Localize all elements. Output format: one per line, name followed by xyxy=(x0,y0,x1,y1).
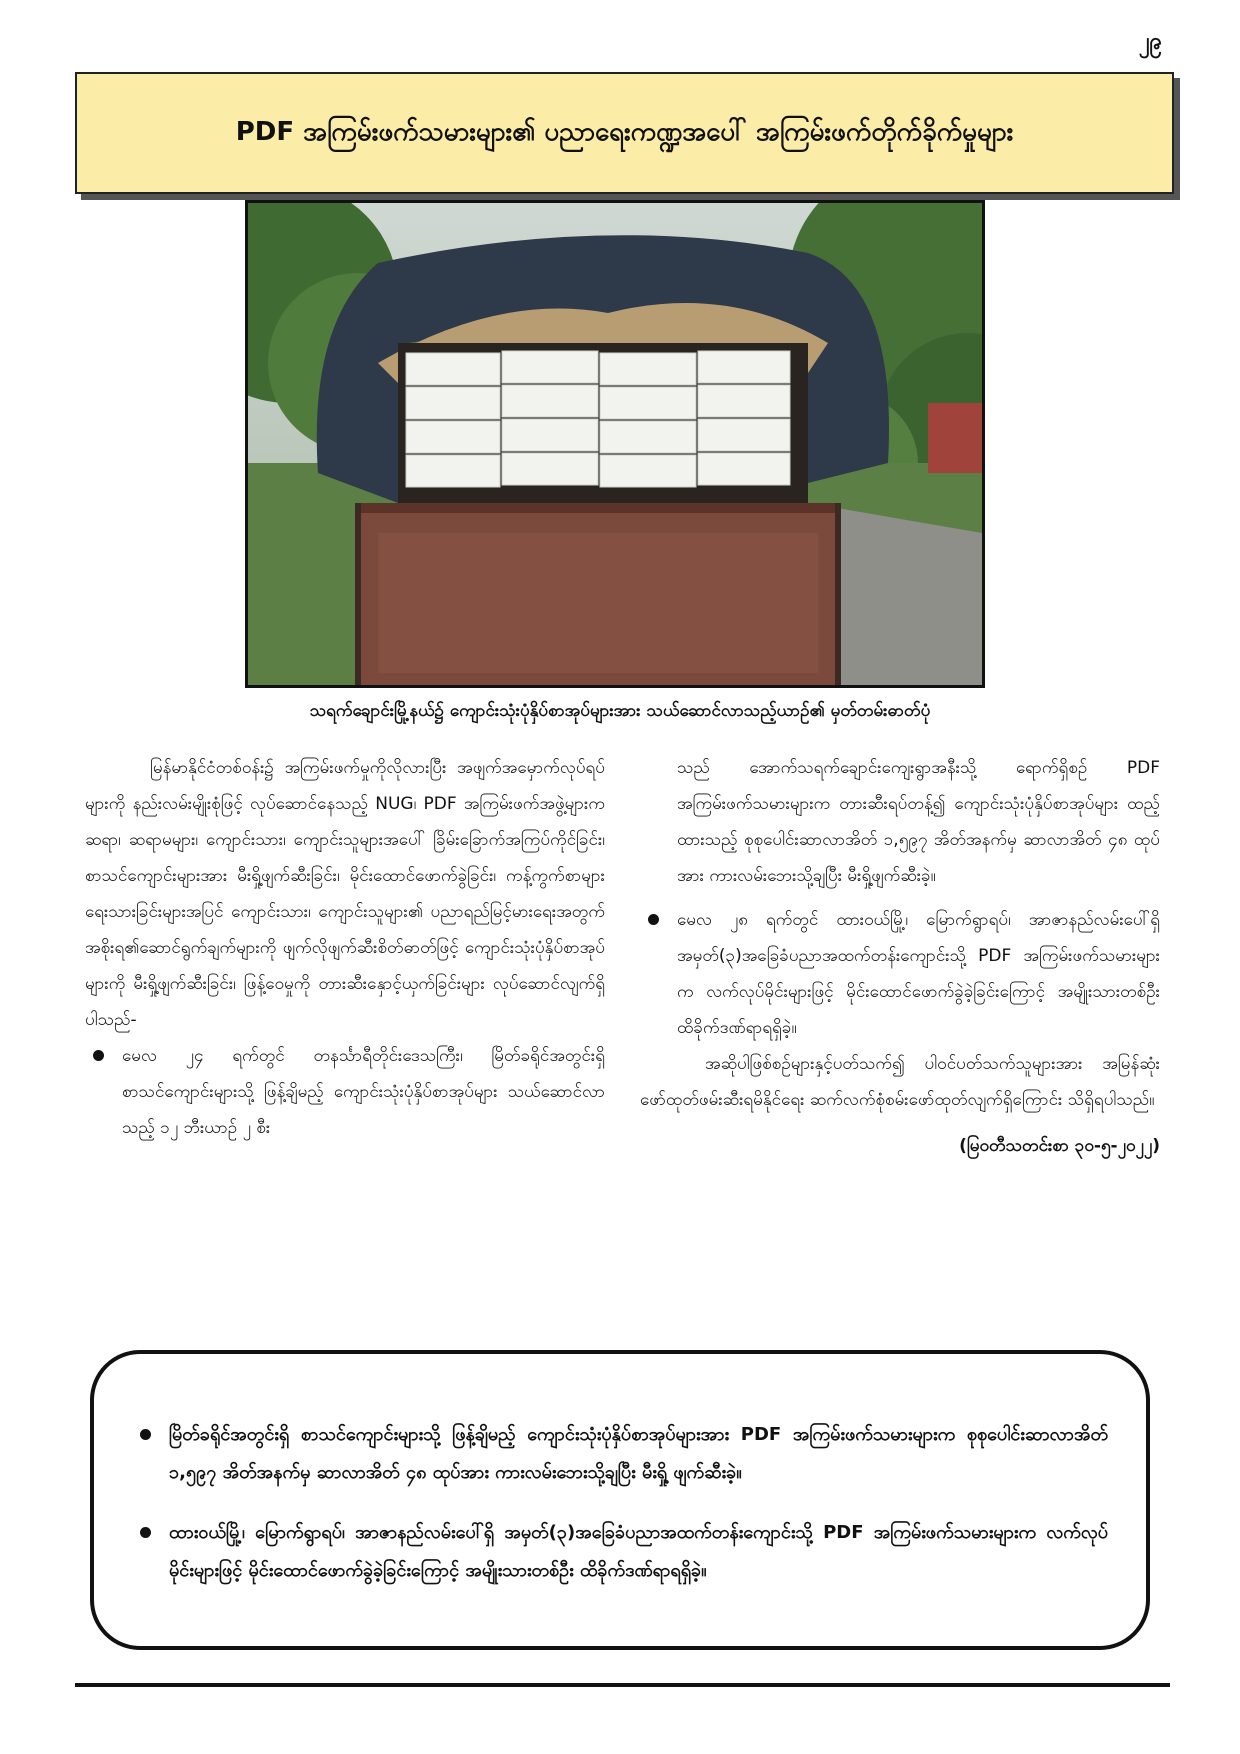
intro-paragraph: မြန်မာနိုင်ငံတစ်ဝန်း၌ အကြမ်းဖက်မှုကိုလိုလားပြီး အဖျက်အမှောက်လုပ်ရပ်များကို နည်းလမ်းမျိုးစုံဖြင့် လုပ်ဆောင်နေသည့် NUG၊ PDF အကြမ်းဖက်အဖွဲ့များက ဆရာ၊ ဆရာမများ၊ ကျောင်းသား၊ ကျောင်းသူများအပေါ် ခြိမ်းခြောက်အကြပ်ကိုင်ခြင်း၊ စာသင်ကျောင်းများအား မီးရှို့ဖျက်ဆီးခြင်း၊ မိုင်းထောင်ဖောက်ခွဲခြင်း၊ ကန့်ကွက်စာများ ရေးသားခြင်းများအပြင် ကျောင်းသား၊ ကျောင်းသူများ၏ ပညာရည်မြင့်မားရေးအတွက် အစိုးရ၏ဆောင်ရွက်ချက်များကို ဖျက်လိုဖျက်ဆီးစိတ်ဓာတ်ဖြင့် ကျောင်းသုံးပုံနှိပ်စာအုပ်များကို မီးရှို့ဖျက်ဆီးခြင်း၊ ဖြန့်ဝေမှုကို တားဆီးနှောင့်ယှက်ခြင်းများ လုပ်ဆောင်လျက်ရှိပါသည်- xyxy=(85,758,605,1030)
list-item xyxy=(85,1038,605,1146)
bullet-text: သည် အောက်သရက်ချောင်းကျေးရွာအနီးသို့ ရောက်ရှိစဉ် PDF အကြမ်းဖက်သမားများက တားဆီးရပ်တန့်၍ ကျောင်းသုံးပုံနှိပ်စာအုပ်များ ထည့်ထားသည့် စုစုပေါင်းဆာလာအိတ် ၁,၅၉၇ အိတ်အနက်မှ ဆာလာအိတ် ၄၈ ထုပ်အား ကားလမ်းဘေးသို့ချပြီး မီးရှို့ဖျက်ဆီးခဲ့။ xyxy=(677,758,1160,886)
title-banner xyxy=(75,72,1174,194)
summary-item xyxy=(132,1514,1108,1590)
bullet-text: မေလ ၂၄ ရက်တွင် တနင်္သာရီတိုင်းဒေသကြီး၊ မြိတ်ခရိုင်အတွင်းရှိ စာသင်ကျောင်းများသို့ ဖြန့်ချိမည့် ကျောင်းသုံးပုံနှိပ်စာအုပ်များ သယ်ဆောင်လာသည့် ၁၂ ဘီးယာဉ် ၂ စီး xyxy=(122,1046,605,1138)
bullet-icon xyxy=(93,1050,104,1061)
summary-item xyxy=(132,1416,1108,1492)
bullet-text: မေလ ၂၈ ရက်တွင် ထားဝယ်မြို့၊ မြောက်ရွာရပ်၊ အာဇာနည်လမ်းပေါ်ရှိ အမှတ်(၃)အခြေခံပညာအထက်တန်းကျောင်းသို့ PDF အကြမ်းဖက်သမားများက လက်လုပ်မိုင်းများဖြင့် မိုင်းထောင်ဖောက်ခွဲခဲ့ခြင်းကြောင့် အမျိုးသားတစ်ဦး ထိခိုက်ဒဏ်ရာရရှိခဲ့။ xyxy=(677,910,1160,1038)
footer-divider xyxy=(75,1683,1170,1687)
truck-photo-illustration xyxy=(248,203,982,685)
list-item-continued xyxy=(640,750,1160,894)
page-title: PDF အကြမ်းဖက်သမားများ၏ ပညာရေးကဏ္ဍအပေါ် အကြမ်းဖက်တိုက်ခိုက်မှုများ xyxy=(235,116,1014,147)
article-column-right xyxy=(640,750,1160,1164)
article-column-left xyxy=(85,750,605,1146)
bullet-icon xyxy=(140,1527,151,1538)
truck-photo xyxy=(245,200,985,688)
bullet-icon xyxy=(648,914,659,925)
summary-text: မြိတ်ခရိုင်အတွင်းရှိ စာသင်ကျောင်းများသို့ ဖြန့်ချိမည့် ကျောင်းသုံးပုံနှိပ်စာအုပ်များအား PDF အကြမ်းဖက်သမားများက စုစုပေါင်းဆာလာအိတ် ၁,၅၉၇ အိတ်အနက်မှ ဆာလာအိတ် ၄၈ ထုပ်အား ကားလမ်းဘေးသို့ချပြီး မီးရှို့ ဖျက်ဆီးခဲ့။ xyxy=(169,1424,1108,1483)
summary-text: ထားဝယ်မြို့၊ မြောက်ရွာရပ်၊ အာဇာနည်လမ်းပေါ်ရှိ အမှတ်(၃)အခြေခံပညာအထက်တန်းကျောင်းသို့ PDF အကြမ်းဖက်သမားများက လက်လုပ်မိုင်းများဖြင့် မိုင်းထောင်ဖောက်ခွဲခဲ့ခြင်းကြောင့် အမျိုးသားတစ်ဦး ထိခိုက်ဒဏ်ရာရရှိခဲ့။ xyxy=(169,1522,1108,1581)
photo-caption: သရက်ချောင်းမြို့နယ်၌ ကျောင်းသုံးပုံနှိပ်စာအုပ်များအား သယ်ဆောင်လာသည့်ယာဉ်၏ မှတ်တမ်းဓာတ်ပုံ xyxy=(309,701,931,721)
closing-paragraph: အဆိုပါဖြစ်စဉ်များနှင့်ပတ်သက်၍ ပါဝင်ပတ်သက်သူများအား အမြန်ဆုံးဖော်ထုတ်ဖမ်းဆီးရမိနိုင်ရေး ဆက်လက်စုံစမ်းဖော်ထုတ်လျက်ရှိကြောင်း သိရှိရပါသည်။ xyxy=(640,1054,1160,1110)
source-citation: (မြဝတီသတင်းစာ ၃၀-၅-၂၀၂၂) xyxy=(959,1136,1160,1156)
page-number: ၂၉ xyxy=(1138,29,1162,54)
bullet-icon xyxy=(140,1429,151,1440)
summary-box xyxy=(90,1350,1150,1650)
list-item xyxy=(640,902,1160,1046)
